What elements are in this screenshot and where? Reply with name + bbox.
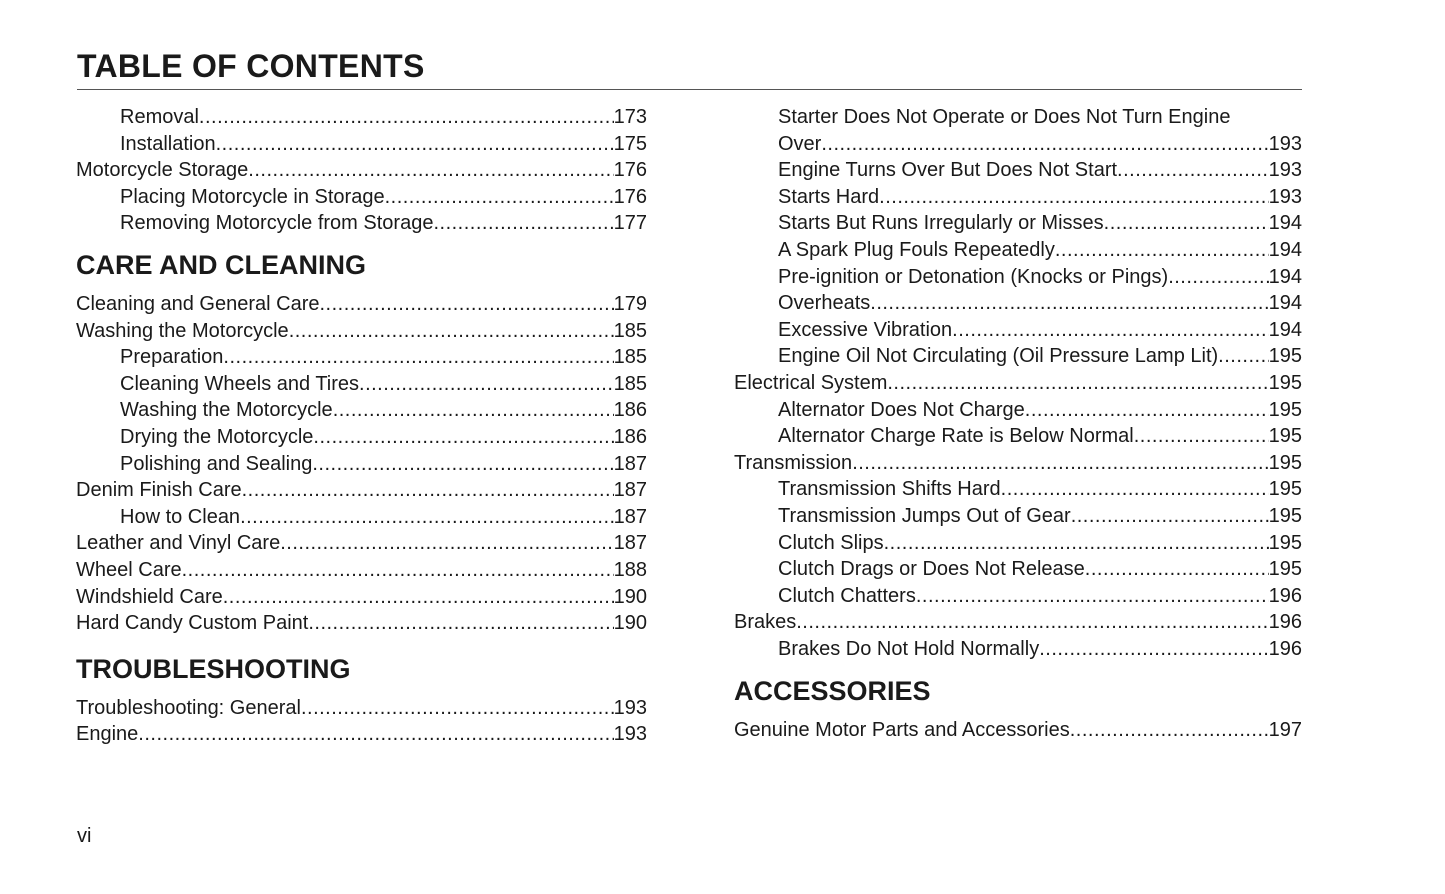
toc-entry[interactable]: Electrical System ..... 195 bbox=[734, 370, 1302, 397]
toc-entry[interactable]: Drying the Motorcycle ..... 186 bbox=[76, 424, 647, 451]
toc-entry[interactable]: Clutch Slips ..... 195 bbox=[734, 530, 1302, 557]
toc-entry[interactable]: Brakes ..... 196 bbox=[734, 609, 1302, 636]
page-title: TABLE OF CONTENTS bbox=[77, 48, 425, 84]
toc-entry[interactable]: Washing the Motorcycle ..... 185 bbox=[76, 318, 647, 345]
toc-list-care bbox=[76, 291, 647, 637]
toc-entry[interactable]: Leather and Vinyl Care ..... 187 bbox=[76, 530, 647, 557]
toc-entry[interactable]: Clutch Chatters ..... 196 bbox=[734, 583, 1302, 610]
toc-entry[interactable]: Washing the Motorcycle ..... 186 bbox=[76, 397, 647, 424]
page-number: vi bbox=[77, 825, 92, 847]
toc-entry[interactable]: Removal ..... 173 bbox=[76, 104, 647, 131]
toc-entry[interactable]: Wheel Care ..... 188 bbox=[76, 557, 647, 584]
toc-entry[interactable]: Clutch Drags or Does Not Release ..... 195 bbox=[734, 556, 1302, 583]
toc-entry[interactable]: Overheats ..... 194 bbox=[734, 290, 1302, 317]
toc-entry[interactable]: Genuine Motor Parts and Accessories ..... 197 bbox=[734, 717, 1302, 744]
toc-entry[interactable]: Engine Turns Over But Does Not Start ..... 193 bbox=[734, 157, 1302, 184]
toc-entry[interactable]: Polishing and Sealing ..... 187 bbox=[76, 451, 647, 478]
toc-entry[interactable]: Hard Candy Custom Paint ..... 190 bbox=[76, 610, 647, 637]
toc-entry[interactable]: Starts But Runs Irregularly or Misses ..... 194 bbox=[734, 210, 1302, 237]
toc-entry[interactable]: Engine ..... 193 bbox=[76, 721, 647, 748]
toc-entry[interactable]: Excessive Vibration ..... 194 bbox=[734, 317, 1302, 344]
toc-entry[interactable]: Troubleshooting: General ..... 193 bbox=[76, 695, 647, 722]
toc-entry[interactable]: Motorcycle Storage ..... 176 bbox=[76, 157, 647, 184]
toc-list-top bbox=[76, 104, 647, 237]
toc-entry[interactable]: Placing Motorcycle in Storage ..... 176 bbox=[76, 184, 647, 211]
toc-entry[interactable]: Starts Hard ..... 193 bbox=[734, 184, 1302, 211]
title-divider bbox=[77, 89, 1302, 90]
toc-entry[interactable]: Windshield Care ..... 190 bbox=[76, 584, 647, 611]
toc-entry[interactable]: Transmission ..... 195 bbox=[734, 450, 1302, 477]
toc-entry[interactable]: Cleaning Wheels and Tires ..... 185 bbox=[76, 371, 647, 398]
toc-entry[interactable]: Preparation ..... 185 bbox=[76, 344, 647, 371]
toc-entry-continued-line[interactable]: Starter Does Not Operate or Does Not Turn Engine bbox=[778, 106, 1231, 128]
toc-entry[interactable]: Over ..... 193 bbox=[734, 131, 1302, 158]
right-column bbox=[734, 104, 1302, 744]
toc-entry[interactable]: Engine Oil Not Circulating (Oil Pressure Lamp Lit) ..... 195 bbox=[734, 343, 1302, 370]
toc-entry[interactable]: Denim Finish Care ..... 187 bbox=[76, 477, 647, 504]
section-heading-troubleshooting: TROUBLESHOOTING bbox=[76, 653, 351, 684]
toc-entry[interactable]: Transmission Jumps Out of Gear ..... 195 bbox=[734, 503, 1302, 530]
toc-entry[interactable]: Alternator Charge Rate is Below Normal ..... 195 bbox=[734, 423, 1302, 450]
left-column bbox=[76, 104, 647, 748]
toc-entry[interactable]: Transmission Shifts Hard ..... 195 bbox=[734, 476, 1302, 503]
toc-entry[interactable]: Installation ..... 175 bbox=[76, 131, 647, 158]
toc-entry[interactable]: How to Clean ..... 187 bbox=[76, 504, 647, 531]
toc-list-right bbox=[734, 131, 1302, 663]
toc-entry[interactable]: Alternator Does Not Charge ..... 195 bbox=[734, 397, 1302, 424]
section-heading-care-and-cleaning: CARE AND CLEANING bbox=[76, 249, 366, 280]
toc-entry[interactable]: Cleaning and General Care ..... 179 bbox=[76, 291, 647, 318]
toc-list-accessories bbox=[734, 717, 1302, 744]
section-heading-accessories: ACCESSORIES bbox=[734, 676, 931, 707]
toc-entry[interactable]: Removing Motorcycle from Storage ..... 177 bbox=[76, 210, 647, 237]
toc-list-troubleshooting bbox=[76, 695, 647, 748]
toc-entry[interactable]: A Spark Plug Fouls Repeatedly ..... 194 bbox=[734, 237, 1302, 264]
toc-entry[interactable]: Pre-ignition or Detonation (Knocks or Pings) ..... 194 bbox=[734, 264, 1302, 291]
toc-entry[interactable]: Brakes Do Not Hold Normally ..... 196 bbox=[734, 636, 1302, 663]
